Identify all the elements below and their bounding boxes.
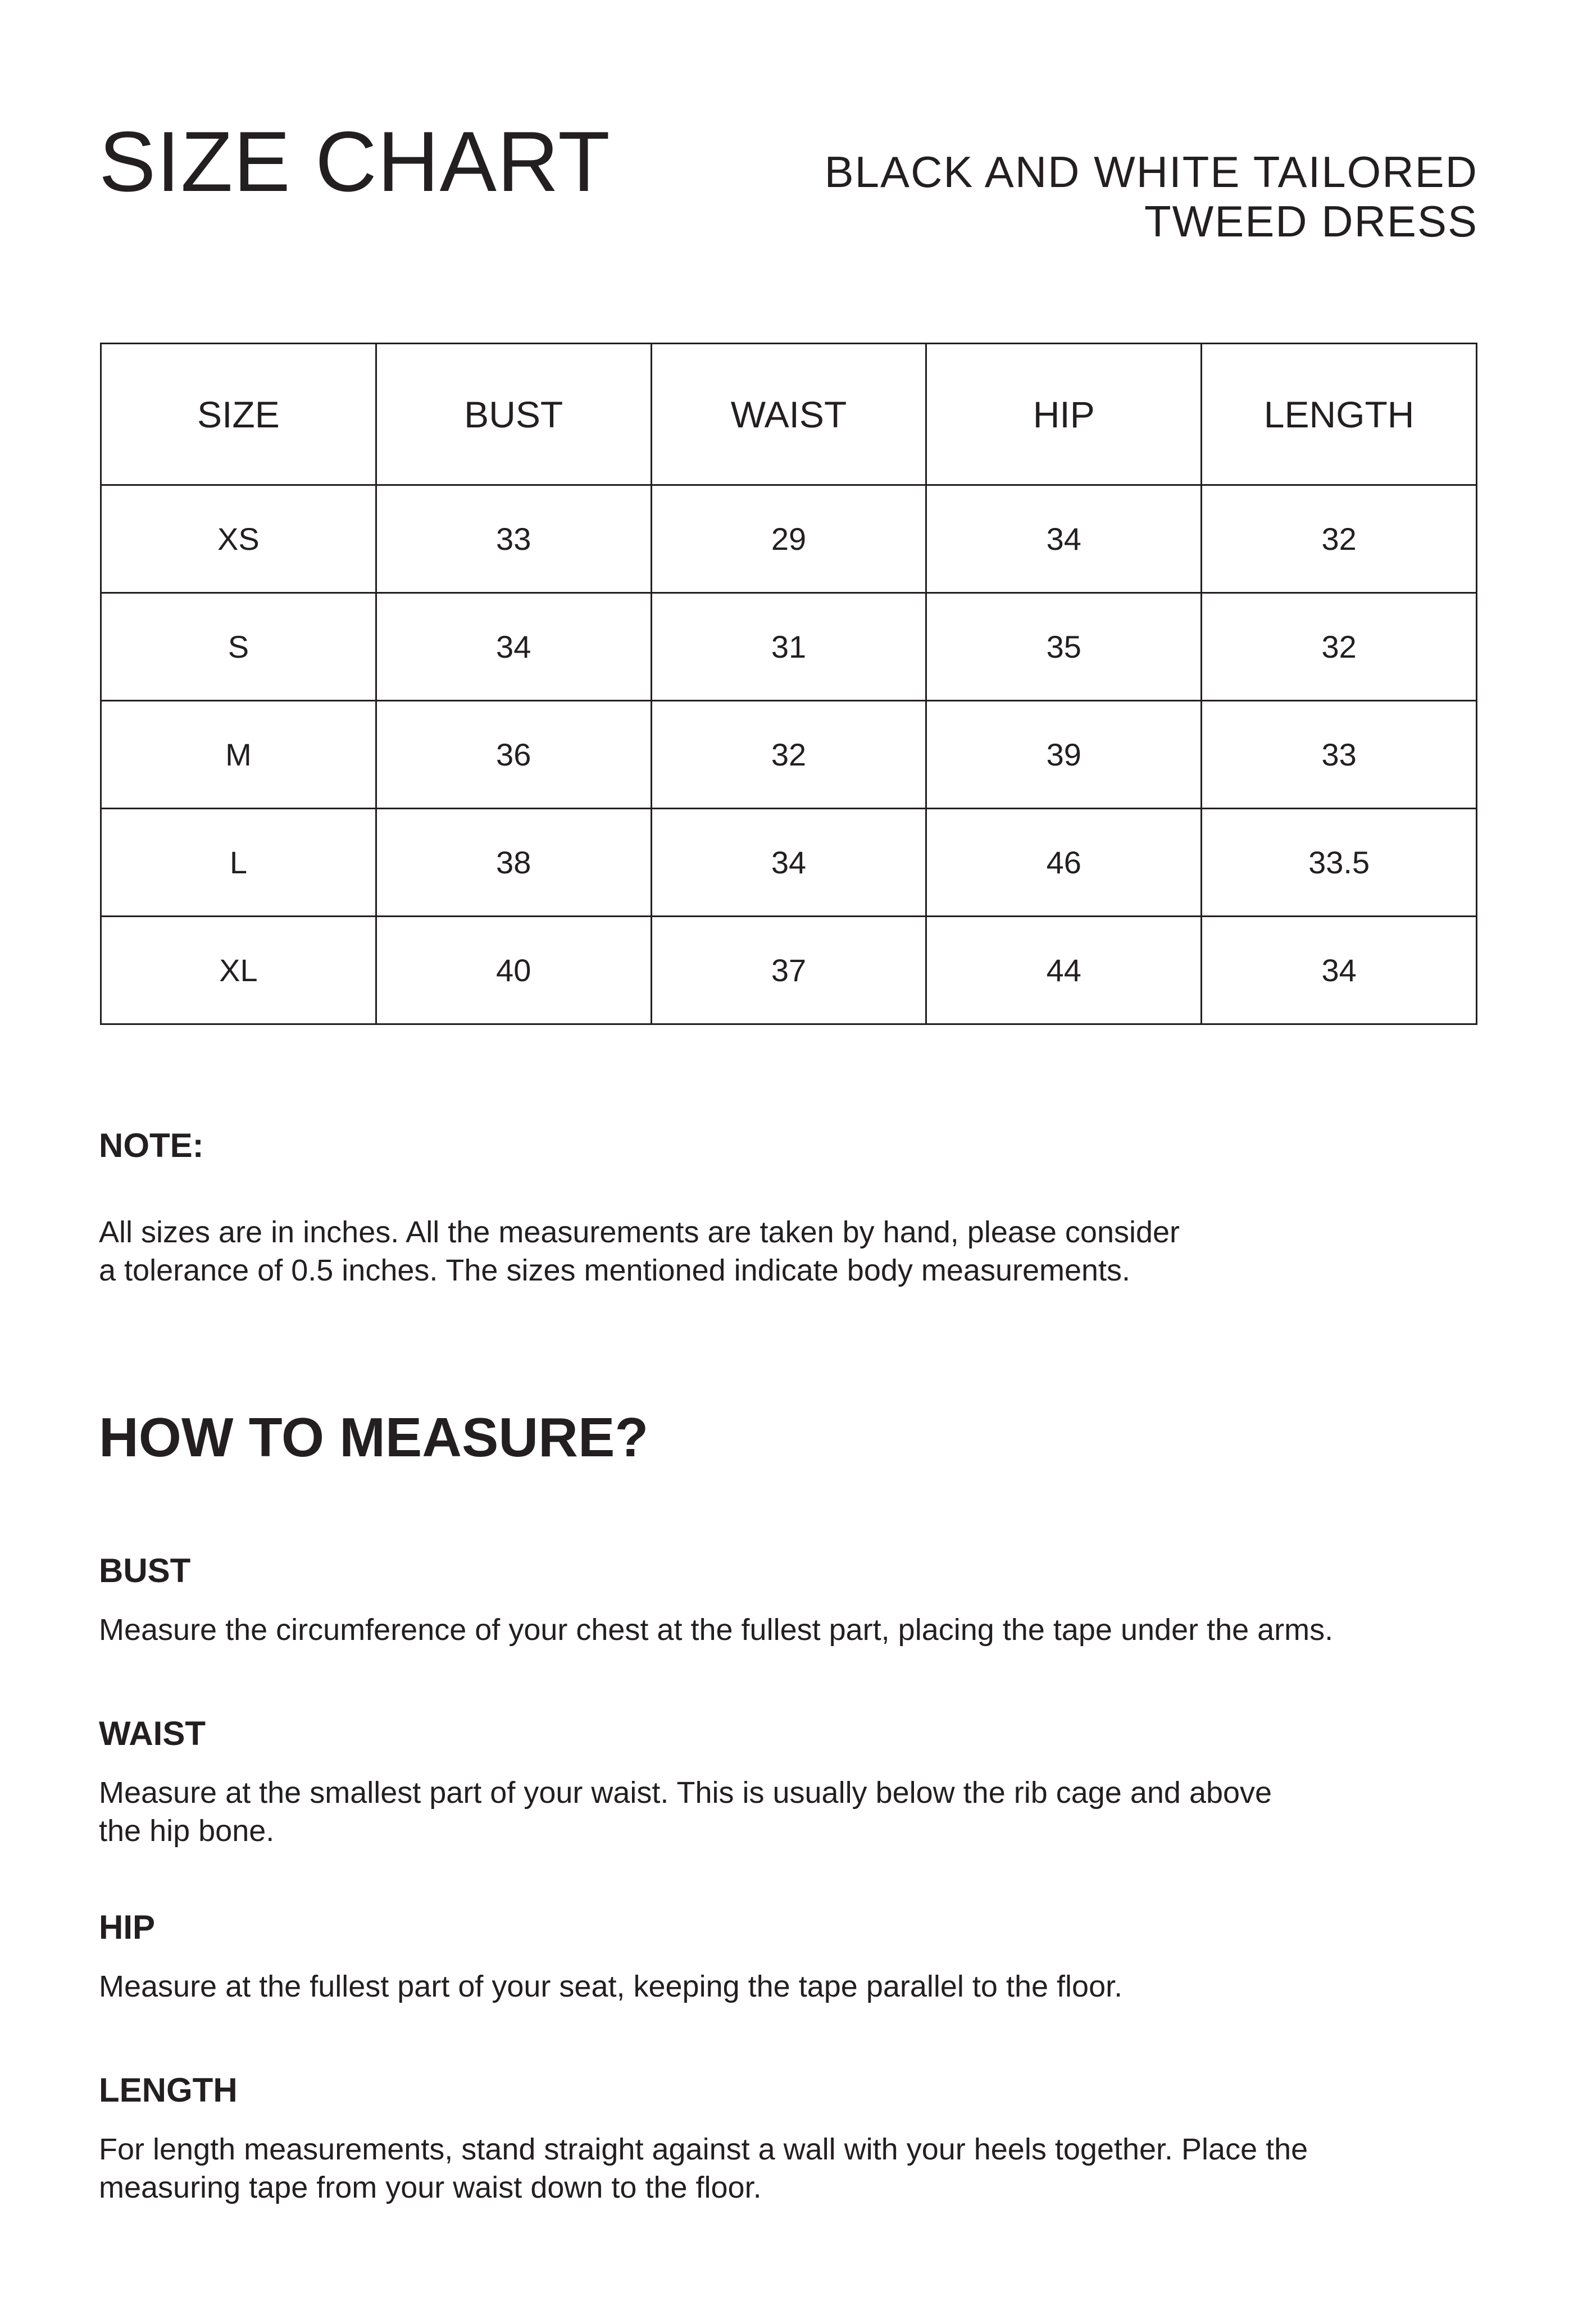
table-row (101, 917, 1477, 1024)
cell-size: S (101, 593, 376, 701)
how-to-measure-heading: HOW TO MEASURE? (99, 1406, 649, 1468)
cell-hip: 39 (926, 701, 1202, 809)
hip-heading: HIP (99, 1908, 156, 1946)
length-description (99, 2130, 1475, 2207)
cell-waist: 29 (651, 485, 926, 593)
cell-hip: 34 (926, 485, 1202, 593)
note-line-2: a tolerance of 0.5 inches. The sizes mentioned indicate body measurements. (99, 1254, 1131, 1287)
header-size: SIZE (101, 344, 376, 485)
note-heading: NOTE: (99, 1127, 204, 1164)
cell-size: L (101, 809, 376, 917)
waist-description (99, 1774, 1475, 1850)
table-row (101, 593, 1477, 701)
header-length: LENGTH (1202, 344, 1477, 485)
cell-waist: 31 (651, 593, 926, 701)
table-row (101, 485, 1477, 593)
cell-waist: 34 (651, 809, 926, 917)
cell-length: 34 (1202, 917, 1477, 1024)
cell-bust: 33 (376, 485, 651, 593)
bust-description-line-1: Measure the circumference of your chest at the fullest part, placing the tape under the arms. (99, 1613, 1334, 1647)
cell-bust: 36 (376, 701, 651, 809)
cell-length: 33 (1202, 701, 1477, 809)
header-hip: HIP (926, 344, 1202, 485)
cell-length: 33.5 (1202, 809, 1477, 917)
product-name (825, 147, 1478, 246)
product-name-line-1: BLACK AND WHITE TAILORED (824, 147, 1478, 197)
header-bust: BUST (376, 344, 651, 485)
cell-waist: 32 (651, 701, 926, 809)
note-line-1: All sizes are in inches. All the measurements are taken by hand, please consider (99, 1215, 1180, 1249)
table-header-row (101, 344, 1477, 485)
length-description-line-1: For length measurements, stand straight against a wall with your heels together. Place the (99, 2132, 1308, 2166)
cell-hip: 35 (926, 593, 1202, 701)
product-name-line-2: TWEED DRESS (1144, 197, 1478, 246)
size-chart-table (100, 343, 1477, 1025)
cell-bust: 34 (376, 593, 651, 701)
page-title: SIZE CHART (99, 114, 611, 209)
cell-length: 32 (1202, 485, 1477, 593)
length-heading: LENGTH (99, 2071, 238, 2109)
hip-description (99, 1967, 1475, 2006)
cell-size: M (101, 701, 376, 809)
bust-description (99, 1611, 1475, 1649)
waist-description-line-1: Measure at the smallest part of your waist. This is usually below the rib cage and above (99, 1776, 1272, 1810)
cell-size: XS (101, 485, 376, 593)
waist-description-line-2: the hip bone. (99, 1814, 275, 1848)
length-description-line-2: measuring tape from your waist down to the floor. (99, 2171, 762, 2204)
table-row (101, 701, 1477, 809)
note-text (99, 1213, 1475, 1289)
cell-length: 32 (1202, 593, 1477, 701)
cell-waist: 37 (651, 917, 926, 1024)
bust-heading: BUST (99, 1552, 191, 1589)
cell-size: XL (101, 917, 376, 1024)
cell-bust: 40 (376, 917, 651, 1024)
cell-hip: 44 (926, 917, 1202, 1024)
header-waist: WAIST (651, 344, 926, 485)
cell-bust: 38 (376, 809, 651, 917)
cell-hip: 46 (926, 809, 1202, 917)
table-row (101, 809, 1477, 917)
hip-description-line-1: Measure at the fullest part of your seat, keeping the tape parallel to the floor. (99, 1970, 1123, 2003)
waist-heading: WAIST (99, 1715, 206, 1752)
